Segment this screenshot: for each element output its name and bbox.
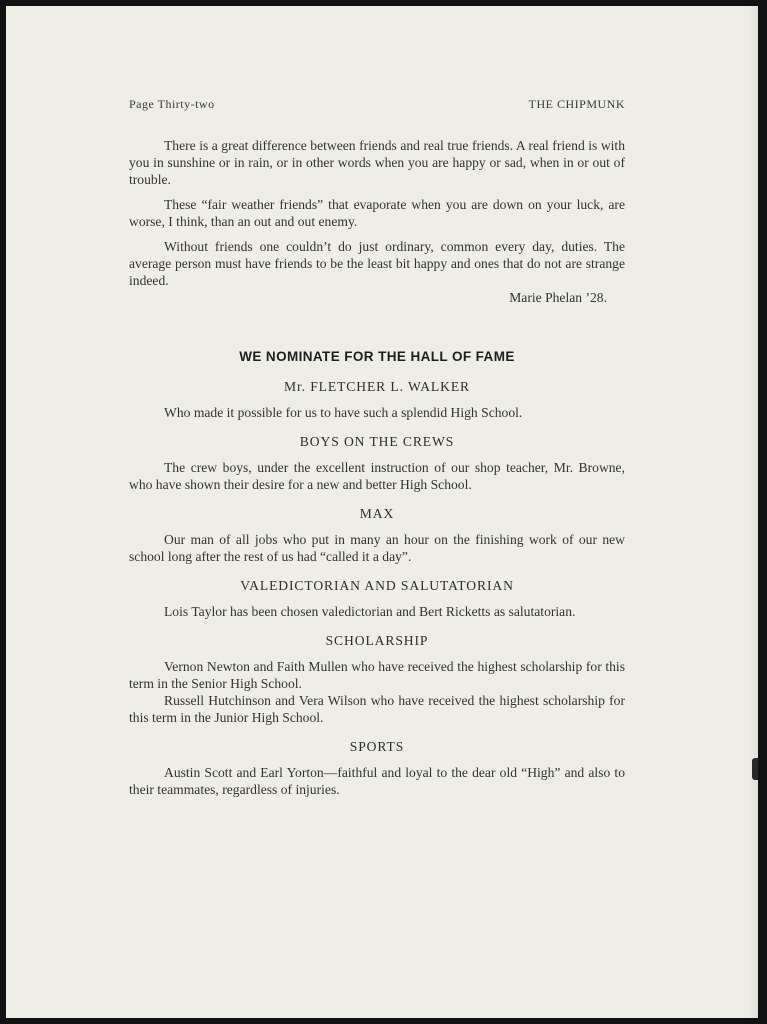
essay-paragraph: Without friends one couldn’t do just ordinary, common every day, duties. The average person must have friends to be the least bit happy and ones that do not are strange indeed. xyxy=(129,239,625,288)
nominee-text: Austin Scott and Earl Yorton—faithful and loyal to the dear old “High” and also to their teammates, regardless of injuries. xyxy=(129,765,625,797)
nominee-section xyxy=(129,632,625,726)
nominee-text: The crew boys, under the excellent instruction of our shop teacher, Mr. Browne, who have shown their desire for a new and better High School. xyxy=(129,460,625,492)
binding-mark xyxy=(752,758,758,780)
hall-of-fame-title: WE NOMINATE FOR THE HALL OF FAME xyxy=(239,349,515,364)
publication-title: THE CHIPMUNK xyxy=(528,97,625,111)
nominee-text: Our man of all jobs who put in many an hour on the finishing work of our new school long after the rest of us had “called it a day”. xyxy=(129,532,625,564)
nominee-heading: MAX xyxy=(359,506,395,521)
essay-author: Marie Phelan ’28. xyxy=(509,290,607,305)
nominee-section xyxy=(129,505,625,565)
nominee-section xyxy=(129,433,625,493)
page-number-label: Page Thirty-two xyxy=(129,97,215,111)
nominee-text: Vernon Newton and Faith Mullen who have received the highest scholarship for this term in the Senior High School. xyxy=(129,659,625,691)
nominee-heading: SPORTS xyxy=(349,739,405,754)
nominee-text: Who made it possible for us to have such a splendid High School. xyxy=(164,405,523,420)
document-page xyxy=(6,6,758,1018)
nominee-heading: SCHOLARSHIP xyxy=(325,633,429,648)
essay-paragraph: There is a great difference between friends and real true friends. A real friend is with you in sunshine or in rain, or in other words when you are happy or sad, when in or out of trouble. xyxy=(129,138,625,187)
nominee-heading: BOYS ON THE CREWS xyxy=(299,434,455,449)
nominee-text: Russell Hutchinson and Vera Wilson who have received the highest scholarship for this term in the Junior High School. xyxy=(129,693,625,725)
nominee-section xyxy=(129,577,625,620)
nominee-heading: Mr. FLETCHER L. WALKER xyxy=(283,379,471,394)
nominee-text: Lois Taylor has been chosen valedictorian and Bert Ricketts as salutatorian. xyxy=(164,604,576,619)
nominee-heading: VALEDICTORIAN AND SALUTATORIAN xyxy=(240,578,514,593)
nominee-section xyxy=(129,738,625,798)
page-content xyxy=(129,137,625,810)
essay-paragraph: These “fair weather friends” that evaporate when you are down on your luck, are worse, I think, than an out and out enemy. xyxy=(129,197,625,229)
nominee-section xyxy=(129,378,625,421)
